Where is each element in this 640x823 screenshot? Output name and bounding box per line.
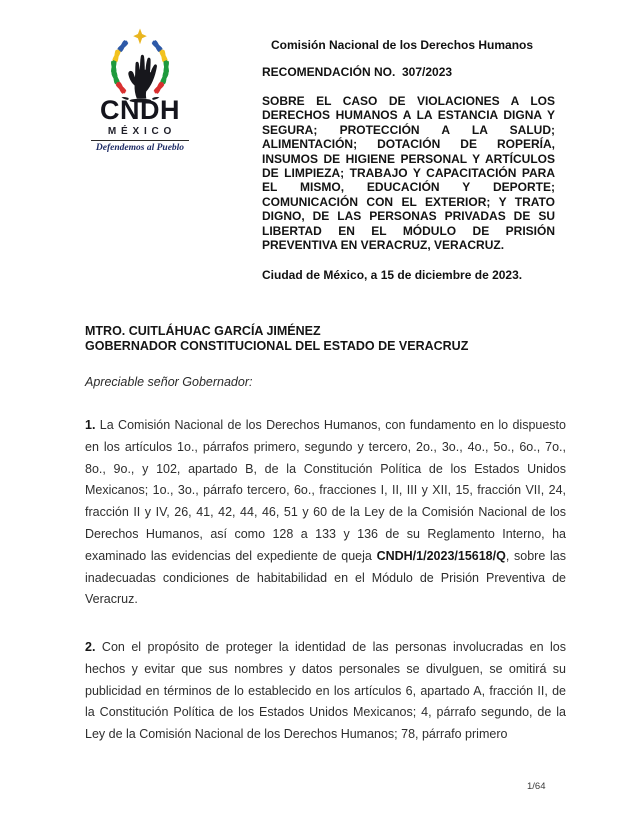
paragraph-1-number: 1. bbox=[85, 418, 96, 432]
org-name: Comisión Nacional de los Derechos Humanos bbox=[271, 38, 534, 52]
dateline: Ciudad de México, a 15 de diciembre de 2023. bbox=[262, 268, 523, 283]
cndh-logo bbox=[88, 28, 192, 153]
salutation: Apreciable señor Gobernador: bbox=[85, 375, 253, 389]
logo-acronym: CNDH bbox=[100, 95, 180, 125]
logo-country: MÉXICO bbox=[107, 126, 177, 137]
document-header bbox=[262, 38, 555, 282]
logo-motto: Defendemos al Pueblo bbox=[95, 143, 185, 153]
paragraph-1 bbox=[85, 415, 566, 611]
cndh-emblem-icon bbox=[94, 28, 186, 104]
page-number: 1/64 bbox=[527, 781, 546, 792]
addressee-title: GOBERNADOR CONSTITUCIONAL DEL ESTADO DE VERACRUZ bbox=[85, 339, 469, 353]
addressee-name: MTRO. CUITLÁHUAC GARCÍA JIMÉNEZ bbox=[85, 324, 321, 338]
logo-divider bbox=[91, 140, 189, 141]
paragraph-2-text: Con el propósito de proteger la identidad de las personas involucradas en los hechos y evitar que sus nombres y datos personales se divulguen, se omitirá su publicidad en términos de lo establecido en los artículos 6, apartado A, fracción II, de la Constitución Política de los Estados Unidos Mexicanos; 4, párrafo segundo, de la Ley de la Comisión Nacional de los Derechos Humanos; 78, párrafo primero bbox=[85, 640, 566, 742]
case-file-number: CNDH/1/2023/15618/Q bbox=[376, 548, 506, 563]
paragraph-1-text-end: , sobre las inadecuadas condiciones de habitabilidad en el Módulo de Prisión Preventiva de Veracruz. bbox=[85, 548, 566, 607]
star-icon bbox=[133, 28, 147, 44]
paragraph-1-text: La Comisión Nacional de los Derechos Humanos, con fundamento en lo dispuesto en los artículos 1o., párrafos primero, segundo y tercero, 2o., 3o., 4o., 5o., 6o., 7o., 8o., 9o., y 102, apartado B, de la Constitución Política de los Estados Unidos Mexicanos; 1o., 3o., párrafo tercero, 6o., fracciones I, II, III y XII, 15, fracción VII, 24, fracción II y IV, 26, 41, 42, 44, 46, 51 y 60 de la Ley de la Comisión Nacional de los Derechos Humanos, así como 128 a 133 y 136 de su Reglamento Interno, ha examinado las evidencias del expediente de queja bbox=[85, 418, 566, 563]
addressee-block bbox=[85, 324, 565, 354]
recommendation-number: RECOMENDACIÓN NO. 307/2023 bbox=[262, 65, 453, 79]
paragraph-2-number: 2. bbox=[85, 640, 96, 654]
recommendation-subject: SOBRE EL CASO DE VIOLACIONES A LOS DERECHOS HUMANOS A LA ESTANCIA DIGNA Y SEGURA; PROTECCIÓN A LA SALUD; ALIMENTACIÓN; DOTACIÓN DE ROPERÍA, INSUMOS DE HIGIENE PERSONAL Y ARTÍCULOS DE LIMPIEZA; TRABAJO Y CAPACITACIÓN PARA EL MISMO, EDUCACIÓN Y DEPORTE; COMUNICACIÓN CON EL EXTERIOR; Y TRATO DIGNO, DE LAS PERSONAS PRIVADAS DE SU LIBERTAD EN EL MÓDULO DE PRISIÓN PREVENTIVA EN VERACRUZ, VERACRUZ. bbox=[262, 94, 555, 253]
paragraph-2 bbox=[85, 637, 566, 746]
